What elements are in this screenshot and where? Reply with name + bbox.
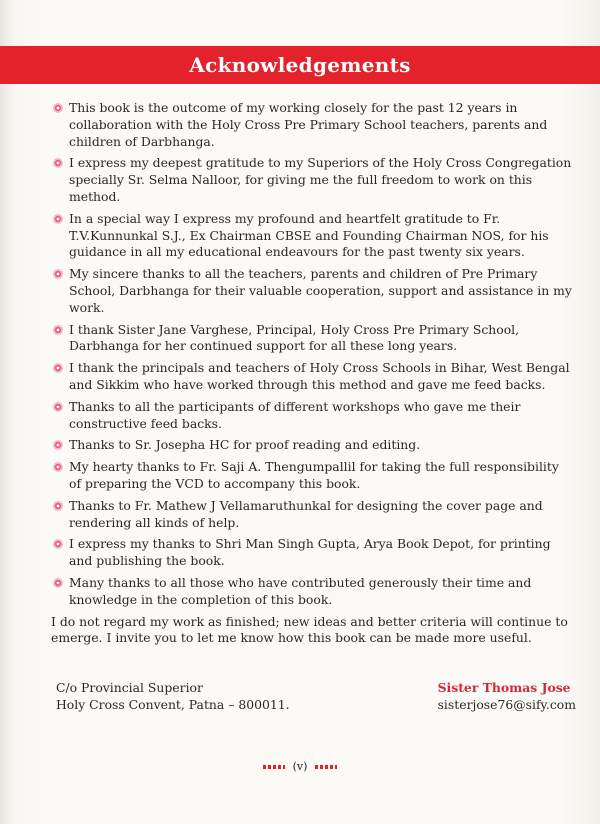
flower-bullet-icon — [53, 402, 63, 412]
address-line: Holy Cross Convent, Patna – 800011. — [56, 697, 290, 712]
list-item — [51, 399, 573, 433]
list-item-text: Thanks to Fr. Mathew J Vellamaruthunkal for designing the cover page and rendering all kinds of help. — [69, 497, 543, 530]
list-item-text: Many thanks to all those who have contributed generously their time and knowledge in the completion of this book. — [69, 574, 532, 607]
acknowledgements-body — [51, 100, 573, 647]
flower-bullet-icon — [53, 103, 63, 113]
list-item-text: My sincere thanks to all the teachers, parents and children of Pre Primary School, Darbhanga for their valuable cooperation, support and assistance in my work. — [69, 266, 572, 315]
flower-bullet-icon — [53, 578, 63, 588]
closing-paragraph: I do not regard my work as finished; new ideas and better criteria will continue to emerge. I invite you to let me know how this book can be made more useful. — [51, 613, 568, 646]
list-item — [51, 322, 573, 356]
list-item-text: Thanks to Sr. Josepha HC for proof reading and editing. — [69, 437, 421, 453]
address-block — [56, 679, 290, 713]
list-item — [51, 575, 573, 609]
list-item — [51, 211, 573, 261]
flower-bullet-icon — [53, 501, 63, 511]
left-ornament — [263, 765, 285, 769]
page-number-row — [0, 760, 600, 773]
flower-bullet-icon — [53, 363, 63, 373]
list-item-text: I express my thanks to Shri Man Singh Gupta, Arya Book Depot, for printing and publishing the book. — [69, 536, 551, 569]
flower-bullet-icon — [53, 462, 63, 472]
list-item — [51, 100, 573, 150]
title-banner — [0, 46, 600, 84]
right-ornament — [315, 765, 337, 769]
list-item-text: My hearty thanks to Fr. Saji A. Thengumpallil for taking the full responsibility of preparing the VCD to accompany this book. — [69, 459, 559, 491]
flower-bullet-icon — [53, 539, 63, 549]
list-item-text: Thanks to all the participants of different workshops who gave me their constructive feed backs. — [69, 398, 521, 431]
list-item — [51, 155, 573, 205]
acknowledgement-list — [51, 100, 573, 609]
page-number: (v) — [292, 760, 308, 773]
list-item-text: I thank Sister Jane Varghese, Principal, Holy Cross Pre Primary School, Darbhanga for her continued support for all these long years. — [69, 321, 520, 354]
signature-name: Sister Thomas Jose — [437, 680, 571, 695]
flower-bullet-icon — [53, 214, 63, 224]
list-item — [51, 498, 573, 532]
page-title: Acknowledgements — [189, 53, 411, 77]
list-item — [51, 266, 573, 316]
signature-email: sisterjose76@sify.com — [437, 697, 576, 712]
list-item-text: I express my deepest gratitude to my Superiors of the Holy Cross Congregation specially Sr. Selma Nalloor, for giving me the full freedom to work on this method. — [69, 155, 572, 204]
list-item-text: In a special way I express my profound and heartfelt gratitude to Fr. T.V.Kunnunkal S.J., Ex Chairman CBSE and Founding Chairman NOS, for his guidance in all my educational endeavours for the past twenty six years. — [69, 210, 549, 260]
list-item-text: This book is the outcome of my working closely for the past 12 years in collaboration with the Holy Cross Pre Primary School teachers, parents and children of Darbhanga. — [69, 100, 548, 149]
list-item — [51, 437, 573, 454]
list-item — [51, 360, 573, 394]
flower-bullet-icon — [53, 158, 63, 168]
list-item — [51, 459, 573, 493]
address-line: C/o Provincial Superior — [56, 680, 203, 695]
flower-bullet-icon — [53, 440, 63, 450]
list-item-text: I thank the principals and teachers of Holy Cross Schools in Bihar, West Bengal and Sikkim who have worked through this method and gave me feed backs. — [69, 360, 570, 392]
signature — [438, 679, 576, 713]
list-item — [51, 536, 573, 570]
flower-bullet-icon — [53, 325, 63, 335]
flower-bullet-icon — [53, 269, 63, 279]
